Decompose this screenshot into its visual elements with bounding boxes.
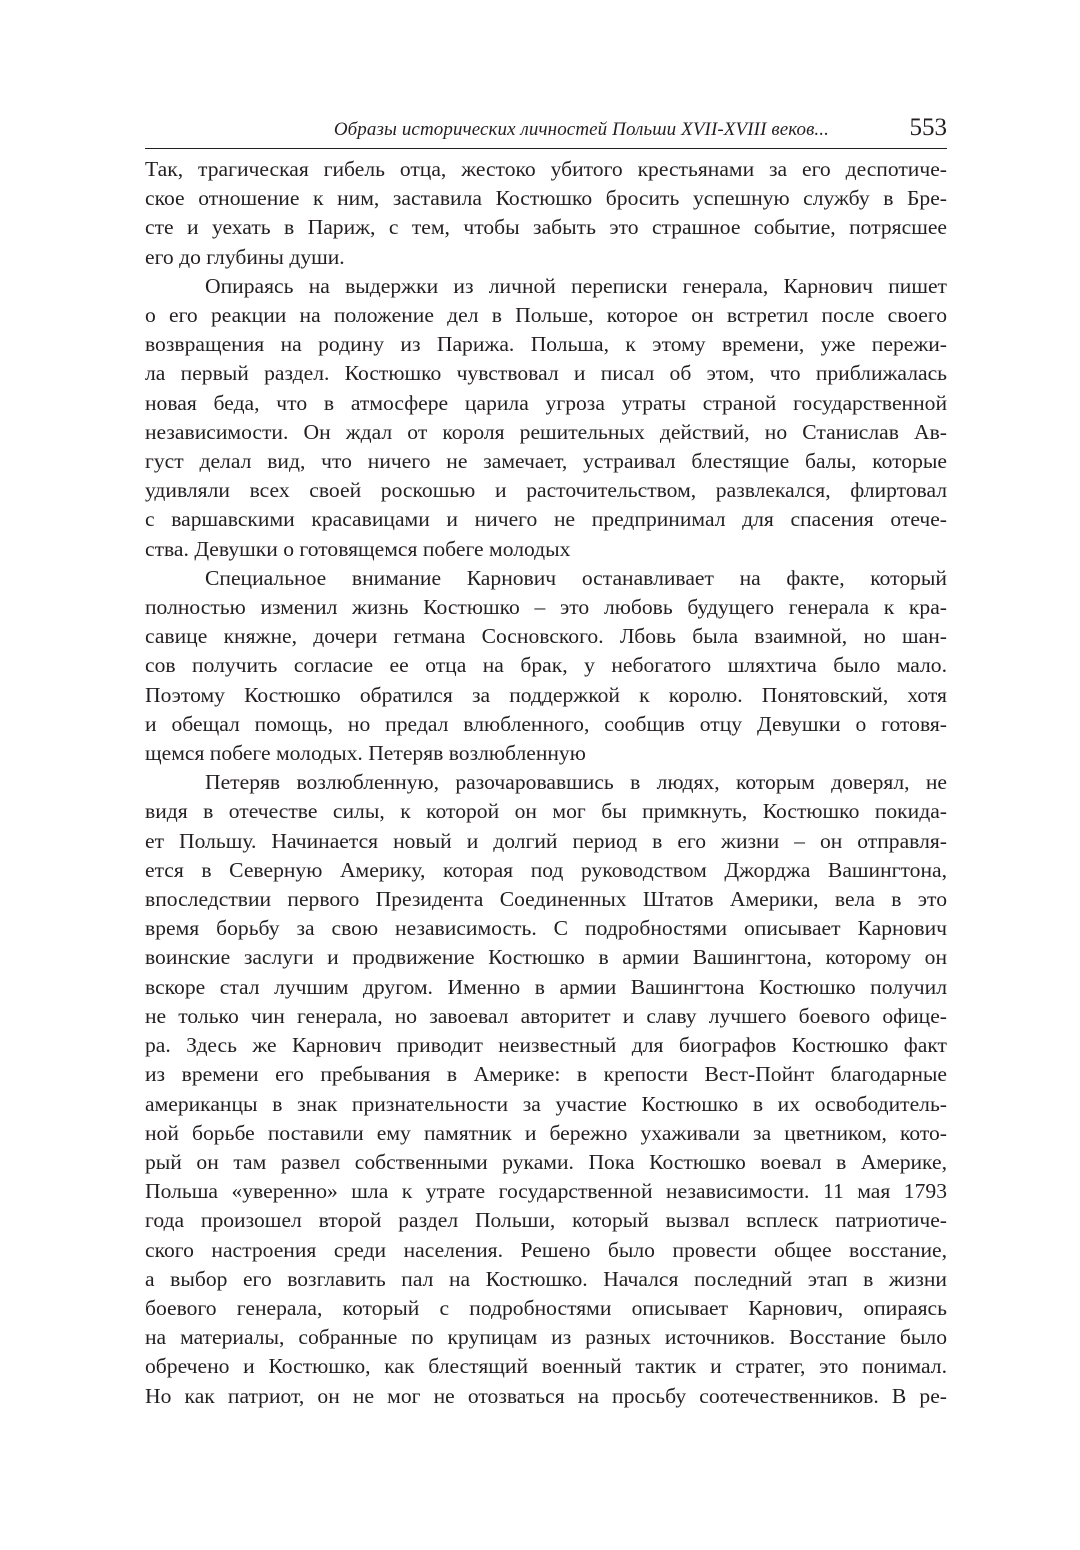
paragraph (145, 564, 947, 768)
text-line: американцы в знак признательности за участие Костюшко в их освободитель- (145, 1091, 947, 1116)
body-text (145, 155, 947, 1411)
text-line: и обещал помощь, но предал влюбленного, сообщив отцу Девушки о готовя- (145, 711, 947, 736)
text-line: его до глубины души. (145, 244, 345, 269)
text-line: время борьбу за свою независимость. С подробностями описывает Карнович (145, 916, 947, 941)
text-line: боевого генерала, который с подробностями описывает Карнович, опираясь (145, 1295, 947, 1320)
text-line: савице княжне, дочери гетмана Сосновского. Лбовь была взаимной, но шан- (145, 624, 947, 649)
text-line: ной борьбе поставили ему памятник и бережно ухаживали за цветником, кото- (145, 1120, 947, 1145)
text-line: впоследствии первого Президента Соединенных Штатов Америки, вела в это (145, 887, 947, 912)
text-line: сте и уехать в Париж, с тем, чтобы забыть это страшное событие, потрясшее (145, 215, 947, 240)
text-line: новая беда, что в атмосфере царила угроза утраты страной государственной (145, 390, 947, 415)
text-line: полностью изменил жизнь Костюшко – это любовь будущего генерала к кра- (145, 595, 947, 620)
text-line: Поэтому Костюшко обратился за поддержкой к королю. Понятовский, хотя (145, 682, 947, 707)
text-line: ское отношение к ним, заставила Костюшко бросить успешную службу в Бре- (145, 186, 947, 211)
text-line: не только чин генерала, но завоевал авторитет и славу лучшего боевого офице- (145, 1003, 947, 1028)
text-line: видя в отечестве силы, к которой он мог бы примкнуть, Костюшко покида- (145, 799, 947, 824)
text-line: воинские заслуги и продвижение Костюшко в армии Вашингтона, которому он (145, 945, 947, 970)
text-line: Опираясь на выдержки из личной переписки генерала, Карнович пишет (205, 273, 947, 298)
text-line: Так, трагическая гибель отца, жестоко убитого крестьянами за его деспотиче- (145, 157, 947, 181)
text-line: возвращения на родину из Парижа. Польша, к этому времени, уже пережи- (145, 332, 947, 357)
text-line: с варшавскими красавицами и ничего не предпринимал для спасения отече- (145, 507, 947, 532)
text-line: ла первый раздел. Костюшко чувствовал и писал об этом, что приближалась (145, 361, 947, 386)
text-line: из времени его пребывания в Америке: в крепости Вест-Пойнт благодарные (145, 1062, 947, 1087)
text-line: года произошел второй раздел Польши, который вызвал всплеск патриотиче- (145, 1208, 947, 1233)
running-header (145, 112, 947, 149)
text-line: обречено и Костюшко, как блестящий военный тактик и стратег, это понимал. (145, 1354, 947, 1379)
text-line: Специальное внимание Карнович останавливает на факте, который (205, 565, 947, 590)
paragraph (145, 155, 947, 272)
book-page (145, 112, 947, 1411)
text-line: ского настроения среди населения. Решено было провести общее восстание, (145, 1237, 947, 1262)
text-line: густ делал вид, что ничего не замечает, устраивал блестящие балы, которые (145, 449, 947, 474)
text-line: о его реакции на положение дел в Польше, которое он встретил после своего (145, 303, 947, 328)
running-title: Образы исторических личностей Польши XVII-XVIII веков... (333, 119, 829, 140)
text-line: ра. Здесь же Карнович приводит неизвестный для биографов Костюшко факт (145, 1033, 947, 1058)
page-number: 553 (909, 114, 947, 141)
paragraph (145, 768, 947, 1410)
text-line: на материалы, собранные по крупицам из разных источников. Восстание было (145, 1325, 947, 1350)
paragraph (145, 272, 947, 564)
text-line: Польша «уверенно» шла к утрате государственной независимости. 11 мая 1793 (145, 1179, 947, 1204)
text-line: Петеряв возлюбленную, разочаровавшись в людях, которым доверял, не (205, 770, 947, 795)
text-line: ства. Девушки о готовящемся побеге молодых (145, 536, 571, 561)
text-line: Но как патриот, он не мог не отозваться на просьбу соотечественников. В ре- (145, 1383, 947, 1408)
text-line: удивляли всех своей роскошью и расточительством, развлекался, флиртовал (145, 478, 947, 503)
text-line: а выбор его возглавить пал на Костюшко. Начался последний этап в жизни (145, 1266, 947, 1291)
text-line: ет Польшу. Начинается новый и долгий период в его жизни – он отправля- (145, 828, 947, 853)
text-line: независимости. Он ждал от короля решительных действий, но Станислав Ав- (145, 419, 947, 444)
text-line: рый он там развел собственными руками. Пока Костюшко воевал в Америке, (145, 1149, 947, 1174)
text-line: щемся побеге молодых. Петеряв возлюбленную (145, 741, 586, 766)
text-line: сов получить согласие ее отца на брак, у небогатого шляхтича было мало. (145, 653, 947, 678)
text-line: ется в Северную Америку, которая под руководством Джорджа Вашингтона, (145, 857, 947, 882)
text-line: вскоре стал лучшим другом. Именно в армии Вашингтона Костюшко получил (145, 974, 947, 999)
